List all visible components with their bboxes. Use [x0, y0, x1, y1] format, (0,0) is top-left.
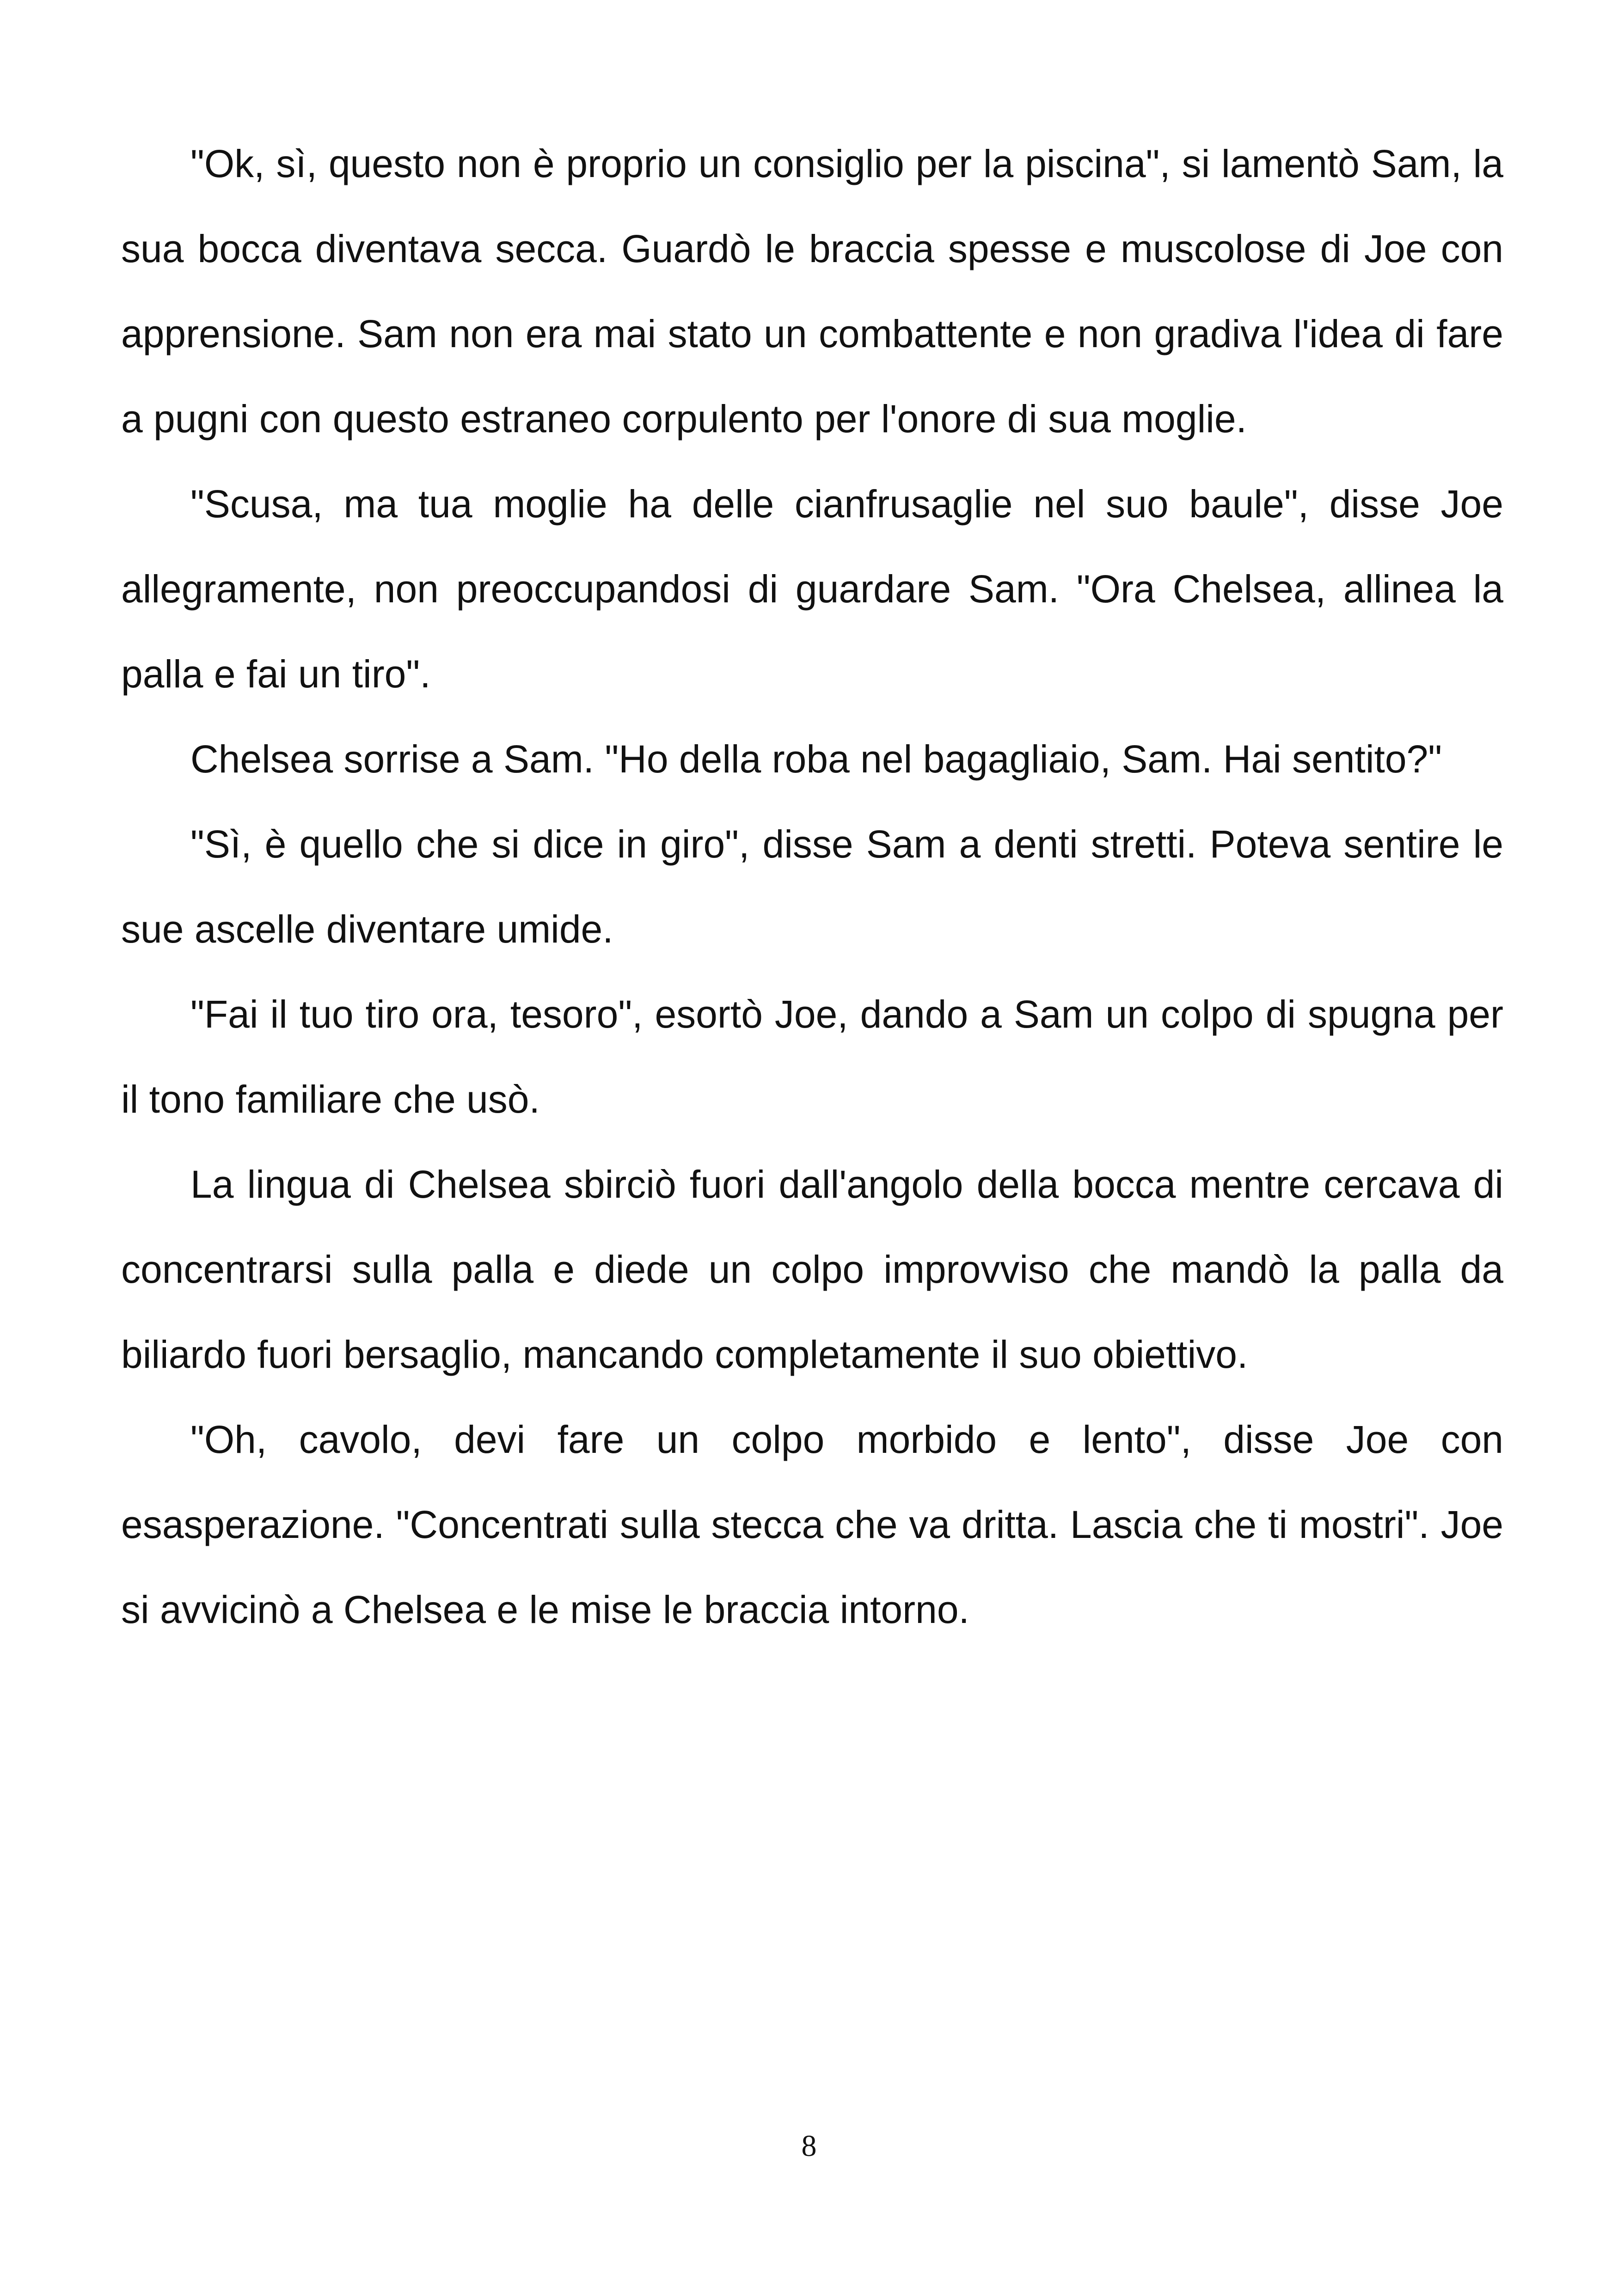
paragraph: "Oh, cavolo, devi fare un colpo morbido e lento", disse Joe con esasperazione. "Concentrati sulla stecca che va dritta. Lascia che ti mostri". Joe si avvicinò a Chelsea e le mise le braccia intorno.	[121, 1418, 1503, 1631]
body-text	[121, 121, 1503, 1652]
paragraph: Chelsea sorrise a Sam. "Ho della roba nel bagagliaio, Sam. Hai sentito?"	[190, 737, 1442, 781]
paragraph: "Sì, è quello che si dice in giro", disse Sam a denti stretti. Poteva sentire le sue ascelle diventare umide.	[121, 822, 1503, 951]
paragraph: "Ok, sì, questo non è proprio un consiglio per la piscina", si lamentò Sam, la sua bocca diventava secca. Guardò le braccia spesse e muscolose di Joe con apprensione. Sam non era mai stato un combattente e non gradiva l'idea di fare a pugni con questo estraneo corpulento per l'onore di sua moglie.	[121, 142, 1503, 441]
page-number: 8	[801, 2129, 817, 2163]
paragraph: La lingua di Chelsea sbirciò fuori dall'angolo della bocca mentre cercava di concentrarsi sulla palla e diede un colpo improvviso che mandò la palla da biliardo fuori bersaglio, mancando completamente il suo obiettivo.	[121, 1163, 1503, 1376]
paragraph: "Scusa, ma tua moglie ha delle cianfrusaglie nel suo baule", disse Joe allegramente, non preoccupandosi di guardare Sam. "Ora Chelsea, allinea la palla e fai un tiro".	[121, 482, 1503, 696]
paragraph: "Fai il tuo tiro ora, tesoro", esortò Joe, dando a Sam un colpo di spugna per il tono familiare che usò.	[121, 992, 1503, 1121]
